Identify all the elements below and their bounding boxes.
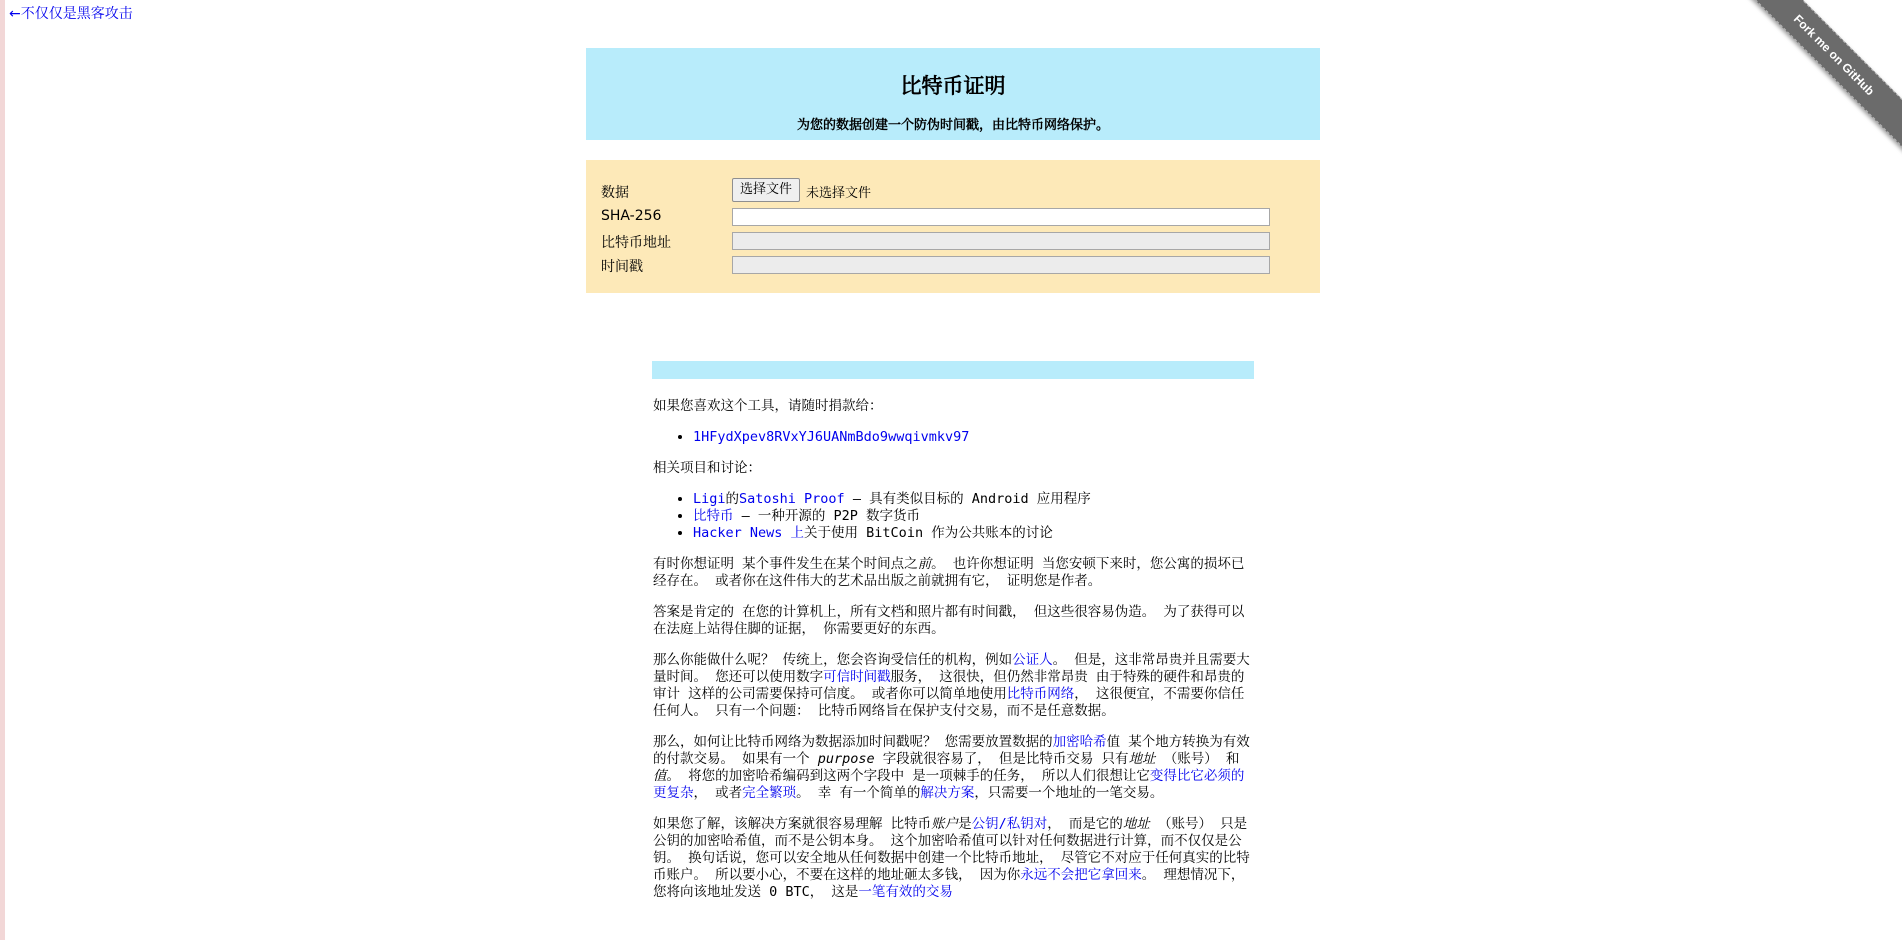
emphasis: 地址 [1122,816,1150,832]
bitcoin-address-field[interactable] [732,232,1270,250]
emphasis: purpose [817,751,875,767]
never-get-back-link[interactable]: 永远不会把它拿回来 [1020,867,1142,883]
more-complex-link[interactable]: 变得比它必须的更复杂 [653,768,1245,801]
text: 如果您了解，该解决方案就很容易理解 比特币 [653,816,932,832]
satoshi-proof-link[interactable]: Satoshi Proof [739,491,845,507]
text: （账号） 只是公钥的加密哈希值，而不是公钥本身。 这个加密哈希值可以针对任何数据进行计算，而不仅仅是公钥。 换句话说，您可以安全地从任何数据中创建一个比特币地址， 尽管它不对应于任何真实的比特币账户。 所以要小心，不要在这样的地址砸太多钱， 因为你 [653,816,1250,883]
data-label: 数据 [601,185,629,201]
page-title: 比特币证明 [900,74,1006,98]
list-item [693,525,1255,542]
file-status: 未选择文件 [806,186,872,201]
text: 那么你能做什么呢？ 传统上，您会咨询受信任的机构，例如 [653,652,1013,668]
list-item [693,429,1255,446]
emphasis: 值 [653,768,667,784]
donate-intro: 如果您喜欢这个工具，请随时捐款给： [653,398,883,414]
text: （账号） 和 [1155,751,1240,767]
text: 。 但是，这非常昂贵并且需要大量时间。 您还可以使用数字 [653,652,1250,685]
article [653,398,1255,915]
tedious-link[interactable]: 完全繁琐 [742,785,797,801]
donate-address-link[interactable]: 1HFydXpev8RVxYJ6UANmBdo9wwqivmkv97 [693,429,970,445]
list-item [693,491,1255,508]
text: 是 [958,816,972,832]
text: 。 幸 有一个简单的 [796,785,921,801]
list-item [693,508,1255,525]
text: 字段就很容易了， 但是比特币交易 只有 [874,751,1129,767]
text: 关于使用 BitCoin 作为公共账本的讨论 [804,525,1053,541]
paragraph-2: 答案是肯定的 在您的计算机上，所有文档和照片都有时间戳， 但这些很容易伪造。 为了获得可以在法庭上站得住脚的证据， 你需要更好的东西。 [653,604,1245,637]
bitcoin-address-label: 比特币地址 [601,235,671,251]
text: 。 也许你想证明 当您安顿下来时，您公寓的损坏已经存在。 或者你在这件伟大的艺术品出版之前就拥有它， 证明您是作者。 [653,556,1245,589]
text: 的 [725,491,740,507]
divider-bar [652,361,1254,379]
proof-form [586,160,1320,293]
emphasis: 前 [917,556,932,572]
crypto-hash-link[interactable]: 加密哈希 [1052,734,1107,750]
notary-link[interactable]: 公证人 [1012,652,1053,668]
paragraph-3 [653,652,1255,720]
solution-link[interactable]: 解决方案 [920,785,975,801]
text: 那么，如何让比特币网络为数据添加时间戳呢？ 您需要放置数据的 [653,734,1053,750]
timestamp-label: 时间戳 [601,259,643,275]
bitcoin-link[interactable]: 比特币 [693,508,734,524]
text: ， 而是它的 [1047,816,1123,832]
text: 。 将您的加密哈希编码到这两个字段中 是一项棘手的任务， 所以人们很想让它 [666,768,1150,784]
related-intro: 相关项目和讨论： [653,460,761,476]
text: 服务， 这很快，但仍然非常昂贵 由于特殊的硬件和昂贵的审计 这样的公司需要保持可信度。 或者你可以简单地使用 [653,669,1245,702]
paragraph-5 [653,816,1255,901]
github-ribbon[interactable] [1742,0,1902,160]
timestamp-field[interactable] [732,256,1270,274]
github-ribbon-label[interactable]: Fork me on GitHub [1742,0,1902,159]
valid-transaction-link[interactable]: 一笔有效的交易 [858,884,953,900]
emphasis: 账户 [931,816,959,832]
text: – 一种开源的 P2P 数字货币 [733,508,921,524]
donate-list [653,429,1255,446]
page-header [586,48,1320,140]
sha256-label: SHA-256 [601,208,662,224]
ligi-link[interactable]: Ligi [693,491,726,507]
text: ， 或者 [693,785,743,801]
page-subtitle: 为您的数据创建一个防伪时间戳，由比特币网络保护。 [796,118,1109,133]
bitcoin-network-link[interactable]: 比特币网络 [1006,686,1075,702]
trusted-timestamp-link[interactable]: 可信时间戳 [823,669,891,685]
sha256-input[interactable] [732,208,1270,226]
paragraph-4 [653,734,1255,802]
related-list [653,491,1255,542]
paragraph-1 [653,556,1255,590]
back-link[interactable]: ←不仅仅是黑客攻击 [9,6,133,22]
text: 。 理想情况下，您将向该地址发送 0 BTC， 这是 [653,867,1245,900]
text: 有时你想证明 某个事件发生在某个时间点之 [653,556,918,572]
text: ， 这很便宜，不需要你信任任何人。 只有一个问题： 比特币网络旨在保护支付交易，而不是任意数据。 [653,686,1245,719]
choose-file-button[interactable]: 选择文件 [732,178,800,202]
text: 值 某个地方转换为有效的付款交易。 如果有一个 [653,734,1250,767]
hacker-news-link[interactable]: Hacker News 上 [693,525,805,541]
text: ，只需要一个地址的一笔交易。 [974,785,1164,801]
left-edge-rule [0,0,5,940]
text: – 具有类似目标的 Android 应用程序 [844,491,1091,507]
keypair-link[interactable]: 公钥/私钥对 [971,816,1048,832]
emphasis: 地址 [1128,751,1156,767]
